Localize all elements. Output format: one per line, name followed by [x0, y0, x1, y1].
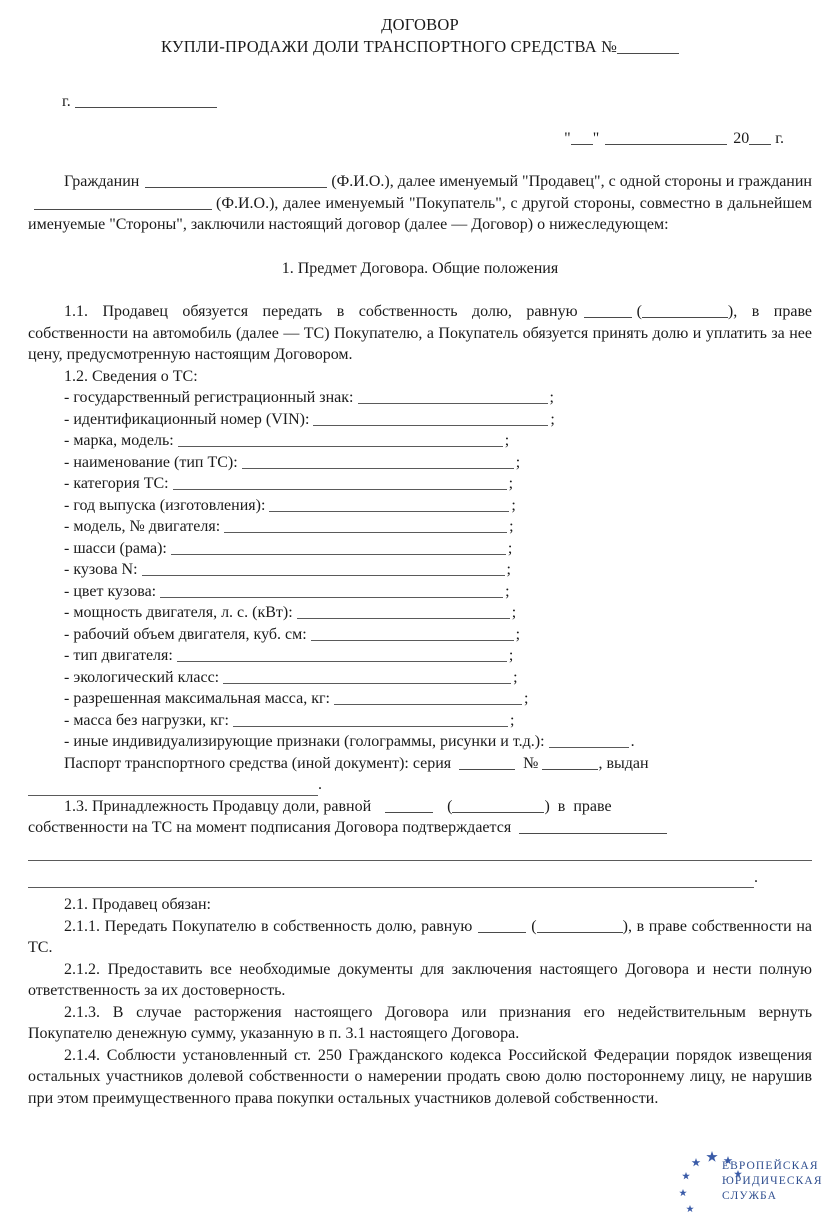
vehicle-field-terminator: ; — [550, 410, 555, 428]
vehicle-field-row — [28, 581, 812, 603]
clause-2-1-1-text-a: 2.1.1. Передать Покупателю в собственность долю, равную — [64, 917, 473, 935]
vehicle-field-terminator: ; — [511, 604, 517, 622]
vehicle-field-label: - масса без нагрузки, кг: — [64, 711, 229, 729]
clause-1-3-paren-close: ) в праве — [544, 797, 612, 815]
vehicle-field-blank[interactable] — [334, 690, 522, 706]
vehicle-field-blank[interactable] — [142, 561, 505, 577]
vehicle-field-row — [28, 516, 812, 538]
passport-issuer-blank[interactable] — [28, 779, 318, 796]
clause-1-2: 1.2. Сведения о ТС: — [64, 367, 198, 385]
vehicle-field-terminator: ; — [507, 539, 513, 557]
clause-2-1-1-share-digit-blank[interactable] — [478, 917, 526, 933]
document-title-block — [28, 10, 812, 58]
clause-1-3-text-b: собственности на ТС на момент подписания Договора подтверждается — [28, 819, 512, 837]
vehicle-field-label: - год выпуска (изготовления): — [64, 496, 266, 514]
vehicle-field-label: - экологический класс: — [64, 668, 220, 686]
clause-1-3-paren-open: ( — [447, 797, 453, 815]
vehicle-field-label: - кузова N: — [64, 561, 138, 579]
vehicle-field-blank[interactable] — [311, 625, 514, 641]
vehicle-field-row — [28, 452, 812, 474]
clause-1-1-paren-open: ( — [636, 303, 642, 321]
vehicle-field-label: - рабочий объем двигателя, куб. см: — [64, 625, 307, 643]
vehicle-field-row — [28, 710, 812, 732]
section-1-heading: 1. Предмет Договора. Общие положения — [281, 259, 559, 277]
document-title-line-2-text: КУПЛИ-ПРОДАЖИ ДОЛИ ТРАНСПОРТНОГО СРЕДСТВА № — [160, 37, 618, 56]
intro-paragraph — [28, 171, 812, 236]
vehicle-field-label: - тип двигателя: — [64, 647, 173, 665]
clause-2-1: 2.1. Продавец обязан: — [64, 896, 211, 914]
vehicle-field-label: - разрешенная максимальная масса, кг: — [64, 690, 330, 708]
vehicle-field-terminator: ; — [549, 389, 554, 407]
vehicle-field-terminator: ; — [504, 432, 510, 450]
vehicle-field-terminator: ; — [515, 625, 521, 643]
city-row — [28, 92, 812, 112]
city-blank[interactable] — [75, 92, 217, 108]
vehicle-field-terminator: ; — [515, 453, 521, 471]
passport-number-blank[interactable] — [542, 754, 598, 770]
vehicle-field-terminator: ; — [509, 518, 514, 536]
clause-1-1-text-a: 1.1. Продавец обязуется передать в собственность долю, равную — [64, 303, 578, 321]
vehicle-field-terminator: ; — [513, 668, 518, 686]
vehicle-field-row — [28, 559, 812, 581]
vehicle-details-list — [28, 387, 812, 753]
vehicle-field-row — [28, 667, 812, 689]
vehicle-field-blank[interactable] — [313, 410, 548, 426]
clause-2-1-1-share-words-blank[interactable] — [537, 917, 623, 933]
vehicle-field-label: - наименование (тип ТС): — [64, 453, 238, 471]
date-day-blank[interactable] — [571, 129, 593, 145]
clause-2-1-1-paren-open: ( — [531, 917, 537, 935]
vehicle-field-blank[interactable] — [177, 647, 507, 663]
passport-text-b: , выдан — [598, 754, 649, 772]
vehicle-field-blank[interactable] — [242, 453, 514, 469]
clause-1-3-basis-blank-2[interactable] — [28, 845, 812, 861]
vehicle-field-blank[interactable] — [223, 668, 511, 684]
vehicle-field-row — [28, 731, 812, 753]
clause-1-1 — [28, 301, 812, 366]
intro-text-c: (Ф.И.О.), далее именуемый "Покупатель", с другой стороны, совместно в дальнейшем именуемые "Стороны", заключили настоящий договор (далее — Договор) о нижеследующем: — [28, 194, 812, 234]
passport-series-blank[interactable] — [459, 754, 515, 770]
vehicle-field-label: - цвет кузова: — [64, 582, 157, 600]
logo-line-3: СЛУЖБА — [722, 1190, 777, 1202]
vehicle-field-row — [28, 387, 812, 409]
vehicle-field-label: - государственный регистрационный знак: — [64, 389, 354, 407]
vehicle-field-terminator: ; — [508, 475, 514, 493]
contract-number-blank[interactable] — [617, 37, 679, 54]
vehicle-field-label: - категория ТС: — [64, 475, 169, 493]
passport-tail-dot: . — [318, 776, 322, 794]
vehicle-field-terminator: ; — [508, 647, 514, 665]
vehicle-field-row — [28, 688, 812, 710]
vehicle-field-row — [28, 473, 812, 495]
vehicle-field-label: - шасси (рама): — [64, 539, 167, 557]
clause-1-3-tail-dot: . — [754, 868, 758, 886]
clause-2-1-3: 2.1.3. В случае расторжения настоящего Договора или признания его недействительным вернуть Покупателю денежную сумму, указанную в п. 3.1 настоящего Договора. — [28, 1003, 812, 1043]
vehicle-field-row — [28, 602, 812, 624]
vehicle-field-blank[interactable] — [224, 518, 507, 534]
logo-line-1: ЕВРОПЕЙСКАЯ — [722, 1160, 819, 1172]
seller-fio-blank[interactable] — [145, 172, 327, 188]
vehicle-field-label: - мощность двигателя, л. с. (кВт): — [64, 604, 293, 622]
clause-1-3-text-a: 1.3. Принадлежность Продавцу доли, равной — [64, 797, 372, 815]
vehicle-field-row — [28, 430, 812, 452]
vehicle-field-terminator: ; — [509, 711, 515, 729]
vehicle-field-blank[interactable] — [358, 389, 548, 405]
clause-2-1-1 — [28, 916, 812, 959]
intro-text-b: (Ф.И.О.), далее именуемый "Продавец", с одной стороны и гражданин — [331, 173, 812, 191]
vehicle-field-terminator: ; — [523, 690, 529, 708]
clause-1-1-share-digit-blank[interactable] — [584, 302, 632, 318]
vehicle-field-row — [28, 624, 812, 646]
vehicle-passport-line — [28, 753, 812, 775]
vehicle-field-label: - марка, модель: — [64, 432, 174, 450]
passport-number-label: № — [523, 754, 539, 772]
clause-2-1-4: 2.1.4. Соблюсти установленный ст. 250 Гражданского кодекса Российской Федерации порядок извещения остальных участников долевой собственности о намерении продать свою долю постороннему лицу, не нарушив при этом преимущественного права покупки остальных участников долевой собственности. — [28, 1046, 812, 1107]
vehicle-field-blank[interactable] — [160, 582, 503, 598]
vehicle-field-blank[interactable] — [269, 496, 509, 512]
vehicle-field-label: - модель, № двигателя: — [64, 518, 221, 536]
vehicle-field-row — [28, 495, 812, 517]
logo-line-2: ЮРИДИЧЕСКАЯ — [722, 1175, 823, 1187]
vehicle-field-blank[interactable] — [549, 733, 629, 749]
clause-1-3-share-words-blank[interactable] — [452, 797, 544, 813]
vehicle-field-blank[interactable] — [178, 432, 503, 448]
clause-1-3-share-digit-blank[interactable] — [385, 797, 433, 813]
clause-1-3-basis-line-3 — [28, 867, 812, 889]
vehicle-field-row — [28, 645, 812, 667]
clause-1-1-paren-close: ), в — [727, 303, 760, 321]
clause-1-3 — [28, 796, 812, 839]
clause-2-1-2: 2.1.2. Предоставить все необходимые документы для заключения настоящего Договора и нести полную ответственность за их достоверность. — [28, 960, 812, 1000]
vehicle-field-terminator: ; — [505, 582, 510, 600]
vehicle-field-terminator: ; — [511, 496, 516, 514]
vehicle-field-terminator: ; — [506, 561, 511, 579]
logo-text-block — [722, 1159, 823, 1204]
vehicle-field-label: - идентификационный номер (VIN): — [64, 410, 310, 428]
clause-1-3-basis-blank-1[interactable] — [519, 818, 667, 834]
vehicle-field-label: - иные индивидуализирующие признаки (голограммы, рисунки и т.д.): — [64, 733, 545, 751]
vehicle-field-terminator: . — [630, 733, 635, 751]
buyer-fio-blank[interactable] — [34, 194, 212, 210]
document-title-line-2 — [28, 36, 812, 58]
clause-1-1-share-words-blank[interactable] — [642, 302, 728, 318]
passport-text-a: Паспорт транспортного средства (иной документ): серия — [64, 754, 452, 772]
date-year-prefix: 20 — [733, 130, 750, 148]
vehicle-field-blank[interactable] — [297, 604, 510, 620]
date-year-suffix: г. — [775, 130, 784, 148]
intro-text-a: Гражданин — [64, 173, 140, 191]
clause-1-1-text-b: праве собственности на автомобиль (далее — ТС) Покупателю, а Покупатель обязуется принять долю и уплатить за нее цену, предусмотренную настоящим Договором. — [28, 303, 813, 364]
date-month-blank[interactable] — [605, 129, 727, 145]
date-quote-close: " — [592, 130, 600, 148]
company-logo — [666, 1149, 823, 1215]
clause-2-1-1-text-b: собственности на ТС. — [28, 917, 813, 957]
vehicle-field-blank[interactable] — [173, 475, 507, 491]
clause-1-3-basis-blank-3[interactable] — [28, 871, 754, 888]
date-year-blank[interactable] — [749, 129, 771, 145]
vehicle-field-row — [28, 538, 812, 560]
document-title-line-1: ДОГОВОР — [381, 15, 459, 34]
vehicle-field-blank[interactable] — [171, 539, 506, 555]
date-row — [28, 129, 812, 149]
passport-issuer-line — [28, 774, 812, 796]
city-label: г. — [62, 93, 71, 111]
vehicle-field-blank[interactable] — [233, 711, 508, 727]
date-quote-open: " — [564, 130, 571, 148]
clause-2-1-1-paren-close: ), в праве — [622, 917, 687, 935]
vehicle-field-row — [28, 409, 812, 431]
